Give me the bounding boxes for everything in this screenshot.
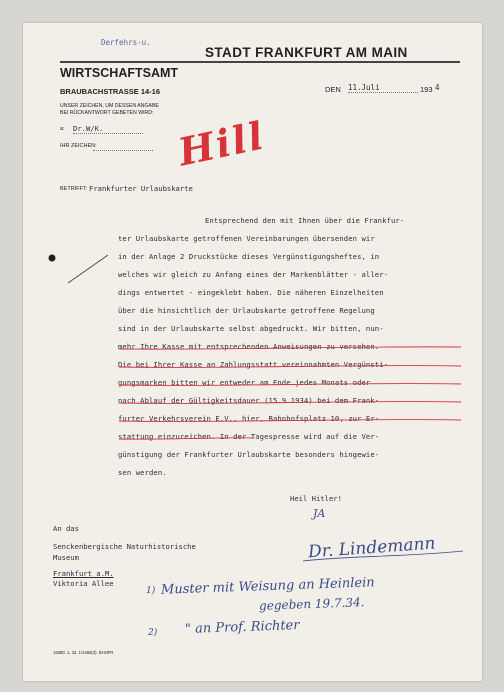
recipient-line: An das [53,524,79,533]
body-line: sind in der Urlaubskarte selbst abgedruckt. Wir bitten, nun- [118,324,384,333]
our-ref-prefix: a: [60,126,65,132]
reference-note-line2: BEI RÜCKANTWORT GEBETEN WIRD: [60,110,154,116]
closing-greeting: Heil Hitler! [290,494,342,503]
subject-text: Frankfurter Urlaubskarte [89,184,193,193]
department-stamp: Derfehrs-u. [101,38,151,47]
red-underline [119,402,461,404]
date-year-prefix: 193 [420,85,433,94]
print-code: 19380. 1. 32. 1/1466(3). BI-MFR [53,650,114,655]
signature: Dr. Lindemann [307,533,437,563]
our-reference: Dr.W/K. [73,124,143,134]
handwritten-note: Muster mit Weisung an Heinlein [160,575,375,598]
signature-flourish [303,551,463,561]
body-line: dings entwertet - eingeklebt haben. Die näheren Einzelheiten [118,288,384,297]
body-line: günstigung der Frankfurter Urlaubskarte besonders hingewie- [118,450,380,459]
note-number: 2) [148,628,158,638]
red-underline [119,384,461,386]
city-heading: STADT FRANKFURT AM MAIN [205,45,408,60]
recipient-line: Viktoria Allee [53,579,114,588]
recipient-line: Museum [53,553,79,562]
body-line: welches wir gleich zu Anfang eines der Markenblätter - aller- [118,270,389,279]
date-label: DEN [325,85,341,94]
recipient-line: Senckenbergische Naturhistorische [53,542,196,551]
date-value: 11.Juli [348,83,418,93]
margin-stroke [68,255,108,283]
handwritten-initials: JA [313,507,326,520]
recipient-line: Frankfurt a.M. [53,569,114,578]
body-line: nach Ablauf der Gültigkeitsdauer (15.9.1934) bei dem Frank- [118,396,380,405]
body-line: furter Verkehrsverein E.V., hier, Bahnhofsplatz 10, zur Er- [118,414,380,423]
body-line: ter Urlaubskarte getroffenen Vereinbarungen übersenden wir [118,234,375,243]
body-line: Die bei Ihrer Kasse an Zahlungsstatt vereinnahmten Vergünsti- [118,360,389,369]
body-line: mehr Ihre Kasse mit entsprechenden Anweisungen zu versehen. [118,342,380,351]
note-number: 1) [146,586,156,596]
body-line: sen werden. [118,468,167,477]
your-ref-label: IHR ZEICHEN: [60,143,97,149]
office-address: BRAUBACHSTRASSE 14-16 [60,87,161,96]
office-title: WIRTSCHAFTSAMT [60,66,179,80]
body-line: in der Anlage 2 Druckstücke dieses Vergünstigungsheftes, in [118,252,380,261]
body-line: stattung einzureichen. In der Tagespresse wird auf die Ver- [118,432,380,441]
reference-note-line1: UNSER ZEICHEN, UM DESSEN ANGABE [60,103,159,109]
body-line: über die hinsichtlich der Urlaubskarte getroffene Regelung [118,306,375,315]
subject-label: BETRIFFT: [60,186,88,192]
handwritten-note: gegeben 19.7.34. [258,595,365,613]
handwritten-note: " an Prof. Richter [184,618,300,637]
red-underline [119,366,461,368]
fold-mark [49,255,56,262]
red-pencil-mark: Hill [174,112,269,175]
body-line: gungsmarken bitten wir entweder am Ende jedes Monats oder [118,378,371,387]
body-line: Entsprechend den mit Ihnen über die Frankfur- [205,216,405,225]
red-underline [119,347,461,349]
red-underline [119,438,253,439]
red-underline [119,420,461,422]
date-year-suffix: 4 [435,83,440,92]
letter-page [23,23,482,681]
annotation-overlay [23,23,482,681]
